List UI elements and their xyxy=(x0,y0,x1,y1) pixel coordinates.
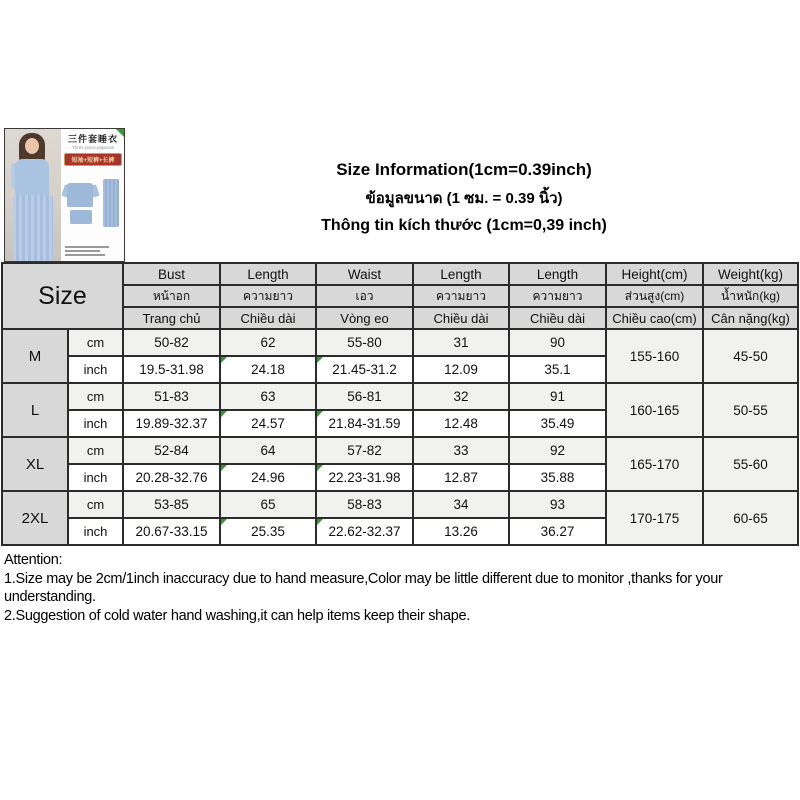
shorts-thumbnail xyxy=(70,210,92,224)
value-cell: 34 xyxy=(413,491,509,518)
value-cell: 57-82 xyxy=(316,437,413,464)
product-banner: 短袖+短裤+长裤 xyxy=(64,153,122,166)
col-length1-en: Length xyxy=(220,263,316,285)
value-cell: 36.27 xyxy=(509,518,606,545)
weight-cell-2xl: 60-65 xyxy=(703,491,798,545)
unit-cell: inch xyxy=(68,356,123,383)
attention-line-1: 1.Size may be 2cm/1inch inaccuracy due to hand measure,Color may be little different due to monitor ,thanks for your understanding. xyxy=(4,570,723,605)
unit-cell: cm xyxy=(68,437,123,464)
size-table xyxy=(1,262,799,546)
value-cell: 90 xyxy=(509,329,606,356)
col-waist-en: Waist xyxy=(316,263,413,285)
model-shirt xyxy=(15,159,49,197)
col-bust-en: Bust xyxy=(123,263,220,285)
value-cell: 20.28-32.76 xyxy=(123,464,220,491)
col-length3-th: ความยาว xyxy=(509,285,606,307)
value-cell: 32 xyxy=(413,383,509,410)
col-waist-th: เอว xyxy=(316,285,413,307)
weight-cell-m: 45-50 xyxy=(703,329,798,383)
title-english: Size Information(1cm=0.39inch) xyxy=(336,160,592,179)
value-cell: 33 xyxy=(413,437,509,464)
size-name-m: M xyxy=(2,329,68,383)
product-title-en: Three piece pajamas xyxy=(71,145,115,151)
size-name-xl: XL xyxy=(2,437,68,491)
title-vietnamese: Thông tin kích thước (1cm=0,39 inch) xyxy=(321,217,607,234)
col-waist-vi: Vòng eo xyxy=(316,307,413,329)
col-length1-vi: Chiều dài xyxy=(220,307,316,329)
col-bust-th: หน้าอก xyxy=(123,285,220,307)
col-length3-en: Length xyxy=(509,263,606,285)
value-cell: 56-81 xyxy=(316,383,413,410)
value-cell: 22.62-32.37 xyxy=(316,518,413,545)
height-cell-xl: 165-170 xyxy=(606,437,703,491)
value-cell: 35.49 xyxy=(509,410,606,437)
height-cell-m: 155-160 xyxy=(606,329,703,383)
row-l-cm xyxy=(2,383,798,410)
unit-cell: inch xyxy=(68,518,123,545)
col-height-en: Height(cm) xyxy=(606,263,703,285)
col-length1-th: ความยาว xyxy=(220,285,316,307)
value-cell: 93 xyxy=(509,491,606,518)
col-bust-vi: Trang chủ xyxy=(123,307,220,329)
value-cell: 58-83 xyxy=(316,491,413,518)
value-cell: 64 xyxy=(220,437,316,464)
value-cell: 91 xyxy=(509,383,606,410)
value-cell: 92 xyxy=(509,437,606,464)
attention-block xyxy=(4,551,796,625)
value-cell: 52-84 xyxy=(123,437,220,464)
col-length2-vi: Chiều dài xyxy=(413,307,509,329)
unit-cell: inch xyxy=(68,410,123,437)
row-xl-cm xyxy=(2,437,798,464)
value-cell: 12.87 xyxy=(413,464,509,491)
value-cell: 51-83 xyxy=(123,383,220,410)
unit-cell: inch xyxy=(68,464,123,491)
col-weight-th: น้ำหนัก(kg) xyxy=(703,285,798,307)
value-cell: 12.48 xyxy=(413,410,509,437)
value-cell: 25.35 xyxy=(220,518,316,545)
weight-cell-l: 50-55 xyxy=(703,383,798,437)
micro-text-lines xyxy=(65,246,109,258)
product-title-cn: 三件套睡衣 xyxy=(67,134,118,144)
value-cell: 13.26 xyxy=(413,518,509,545)
col-weight-vi: Cân nặng(kg) xyxy=(703,307,798,329)
header-row-en xyxy=(2,263,798,285)
value-cell: 53-85 xyxy=(123,491,220,518)
model-face xyxy=(25,138,39,154)
tshirt-thumbnail xyxy=(67,183,93,207)
title-block xyxy=(128,160,800,235)
value-cell: 50-82 xyxy=(123,329,220,356)
product-panel xyxy=(61,129,125,261)
col-height-th: ส่วนสูง(cm) xyxy=(606,285,703,307)
value-cell: 65 xyxy=(220,491,316,518)
row-2xl-cm xyxy=(2,491,798,518)
value-cell: 35.1 xyxy=(509,356,606,383)
col-length3-vi: Chiều dài xyxy=(509,307,606,329)
col-height-vi: Chiều cao(cm) xyxy=(606,307,703,329)
value-cell: 21.84-31.59 xyxy=(316,410,413,437)
value-cell: 19.5-31.98 xyxy=(123,356,220,383)
value-cell: 21.45-31.2 xyxy=(316,356,413,383)
product-photo xyxy=(4,128,125,262)
value-cell: 35.88 xyxy=(509,464,606,491)
attention-heading: Attention: xyxy=(4,552,63,568)
unit-cell: cm xyxy=(68,383,123,410)
col-length2-th: ความยาว xyxy=(413,285,509,307)
height-cell-2xl: 170-175 xyxy=(606,491,703,545)
weight-cell-xl: 55-60 xyxy=(703,437,798,491)
unit-cell: cm xyxy=(68,329,123,356)
title-thai: ข้อมูลขนาด (1 ซม. = 0.39 นิ้ว) xyxy=(365,190,563,207)
value-cell: 31 xyxy=(413,329,509,356)
model-pants xyxy=(13,195,53,261)
row-m-cm xyxy=(2,329,798,356)
size-label-cell: Size xyxy=(2,263,123,329)
value-cell: 24.18 xyxy=(220,356,316,383)
value-cell: 22.23-31.98 xyxy=(316,464,413,491)
value-cell: 12.09 xyxy=(413,356,509,383)
value-cell: 24.57 xyxy=(220,410,316,437)
value-cell: 20.67-33.15 xyxy=(123,518,220,545)
model-photo xyxy=(5,129,61,261)
size-name-2xl: 2XL xyxy=(2,491,68,545)
green-corner-flag xyxy=(116,129,124,137)
attention-line-2: 2.Suggestion of cold water hand washing,it can help items keep their shape. xyxy=(4,607,470,624)
size-name-l: L xyxy=(2,383,68,437)
pants-thumbnail xyxy=(103,179,119,227)
value-cell: 62 xyxy=(220,329,316,356)
unit-cell: cm xyxy=(68,491,123,518)
garment-thumbnails xyxy=(63,177,123,241)
value-cell: 55-80 xyxy=(316,329,413,356)
col-weight-en: Weight(kg) xyxy=(703,263,798,285)
col-length2-en: Length xyxy=(413,263,509,285)
value-cell: 63 xyxy=(220,383,316,410)
value-cell: 24.96 xyxy=(220,464,316,491)
value-cell: 19.89-32.37 xyxy=(123,410,220,437)
height-cell-l: 160-165 xyxy=(606,383,703,437)
